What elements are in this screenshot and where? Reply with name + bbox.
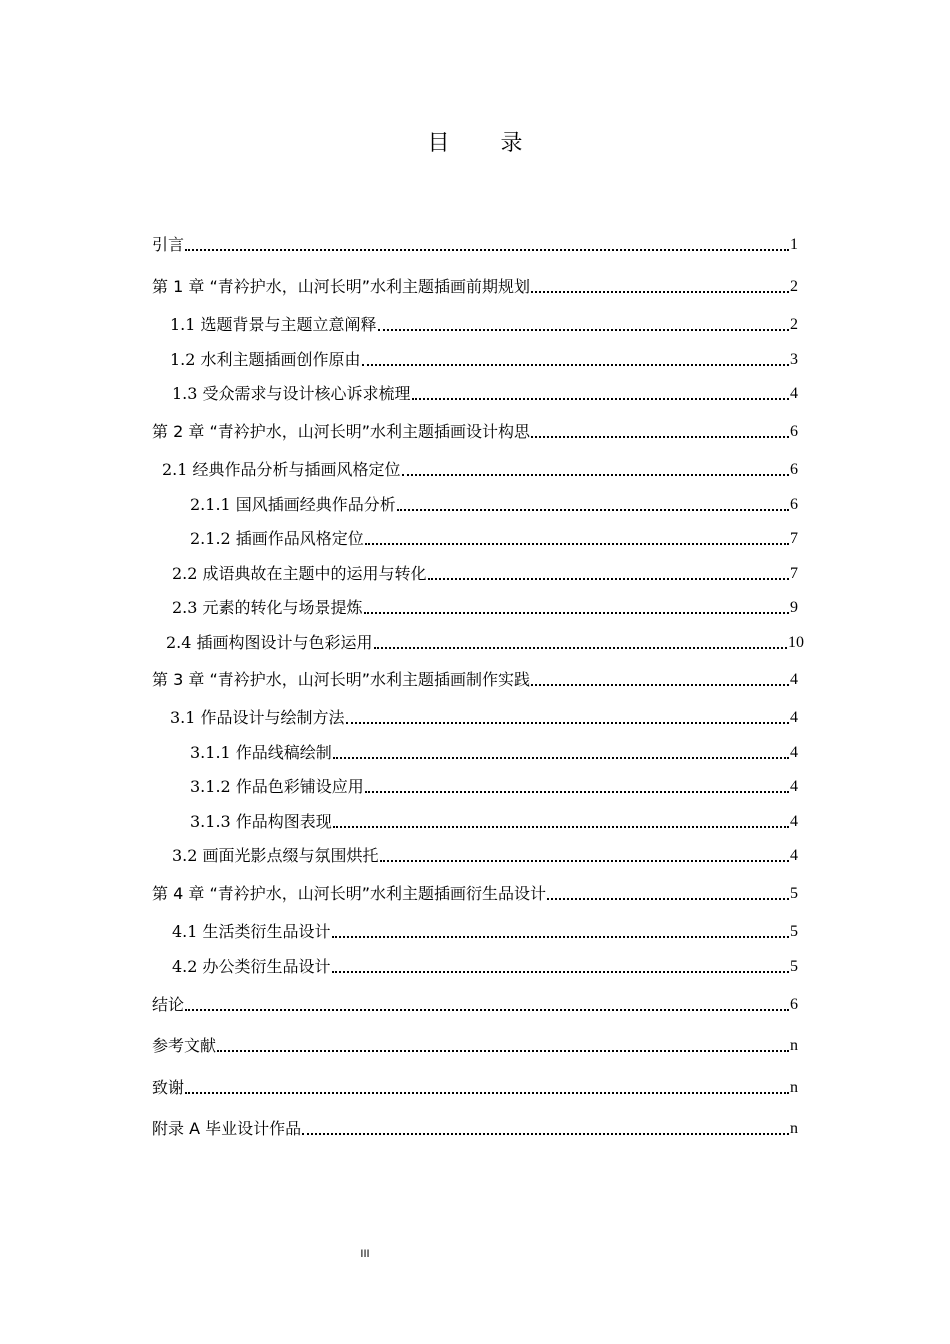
toc-entry-label: 4.1 生活类衍生品设计 (172, 922, 331, 941)
toc-entry-section-2-3[interactable] (172, 593, 798, 619)
dot-leader (217, 1034, 789, 1052)
toc-entry-section-1-3[interactable] (172, 379, 798, 405)
toc-entry-section-4-1[interactable] (172, 917, 798, 943)
toc-entry-appendix-a[interactable] (152, 1114, 798, 1140)
toc-entry-label: 3.1.1 作品线稿绘制 (190, 743, 332, 762)
dot-leader (362, 348, 789, 366)
toc-entry-label: 致谢 (152, 1078, 185, 1097)
dot-leader (531, 420, 789, 438)
toc-entry-page: 7 (790, 530, 798, 547)
toc-entry-page: 2 (790, 278, 798, 295)
toc-entry-label: 3.1.3 作品构图表现 (190, 812, 332, 831)
toc-entry-label: 附录 A 毕业设计作品 (152, 1119, 302, 1138)
toc-entry-label: 第 3 章 “青衿护水，山河长明”水利主题插画制作实践 (152, 670, 531, 689)
toc-entry-chapter-2[interactable] (152, 417, 798, 443)
dot-leader (365, 775, 789, 793)
dot-leader (302, 1117, 789, 1135)
toc-entry-page: 9 (790, 599, 798, 616)
toc-entry-conclusion[interactable] (152, 990, 798, 1016)
toc-entry-label: 1.2 水利主题插画创作原由 (170, 350, 361, 369)
toc-entry-page: 6 (790, 996, 798, 1013)
toc-entry-section-3-1[interactable] (170, 703, 798, 729)
toc-entry-page: 4 (790, 847, 798, 864)
dot-leader (332, 920, 789, 938)
toc-entry-label: 4.2 办公类衍生品设计 (172, 957, 331, 976)
toc-entry-page: 5 (790, 885, 798, 902)
toc-entry-page: 7 (790, 565, 798, 582)
toc-entry-page: 5 (790, 958, 798, 975)
toc-entry-label: 2.3 元素的转化与场景提炼 (172, 598, 363, 617)
dot-leader (185, 1076, 789, 1094)
toc-entry-chapter-1[interactable] (152, 272, 798, 298)
toc-entry-chapter-3[interactable] (152, 665, 798, 691)
toc-entry-label: 第 2 章 “青衿护水，山河长明”水利主题插画设计构思 (152, 422, 531, 441)
toc-entry-label: 第 4 章 “青衿护水，山河长明”水利主题插画衍生品设计 (152, 884, 547, 903)
toc-entry-label: 第 1 章 “青衿护水，山河长明”水利主题插画前期规划 (152, 277, 531, 296)
toc-entry-chapter-4[interactable] (152, 879, 798, 905)
toc-entry-section-1-1[interactable] (170, 310, 798, 336)
toc-entry-page: 3 (790, 351, 798, 368)
toc-entry-page: 4 (790, 813, 798, 830)
toc-entry-label: 引言 (152, 235, 185, 254)
toc-entry-references[interactable] (152, 1031, 798, 1057)
toc-entry-acknowledgements[interactable] (152, 1073, 798, 1099)
toc-entry-introduction[interactable] (152, 230, 798, 256)
toc-entry-section-2-4[interactable] (166, 628, 804, 654)
dot-leader (380, 844, 789, 862)
toc-entry-page: 4 (790, 709, 798, 726)
toc-entry-page: 1 (790, 236, 798, 253)
toc-entry-label: 2.1 经典作品分析与插画风格定位 (162, 460, 401, 479)
toc-entry-page: 5 (790, 923, 798, 940)
dot-leader (531, 668, 789, 686)
toc-entry-section-3-1-3[interactable] (190, 807, 798, 833)
dot-leader (346, 706, 789, 724)
toc-entry-section-3-2[interactable] (172, 841, 798, 867)
dot-leader (364, 596, 789, 614)
toc-entry-section-2-1[interactable] (162, 455, 798, 481)
toc-entry-section-2-2[interactable] (172, 559, 798, 585)
toc-entry-label: 3.1 作品设计与绘制方法 (170, 708, 345, 727)
toc-entry-label: 2.1.1 国风插画经典作品分析 (190, 495, 396, 514)
toc-entry-section-1-2[interactable] (170, 345, 798, 371)
toc-entry-page: n (790, 1120, 798, 1137)
dot-leader (402, 458, 789, 476)
toc-entry-label: 1.1 选题背景与主题立意阐释 (170, 315, 377, 334)
toc-entry-section-2-1-2[interactable] (190, 524, 798, 550)
dot-leader (412, 382, 789, 400)
dot-leader (185, 993, 789, 1011)
toc-entry-page: 2 (790, 316, 798, 333)
dot-leader (185, 233, 789, 251)
toc-entry-label: 3.2 画面光影点缀与氛围烘托 (172, 846, 379, 865)
toc-entry-page: 4 (790, 671, 798, 688)
dot-leader (332, 955, 789, 973)
toc-entry-section-3-1-1[interactable] (190, 738, 798, 764)
toc-entry-page: 10 (788, 634, 804, 651)
dot-leader (333, 741, 789, 759)
dot-leader (397, 493, 789, 511)
toc-entry-page: 4 (790, 778, 798, 795)
dot-leader (531, 275, 789, 293)
toc-entry-section-3-1-2[interactable] (190, 772, 798, 798)
dot-leader (365, 527, 789, 545)
page-title: 目 录 (427, 131, 545, 156)
dot-leader (333, 810, 789, 828)
dot-leader (378, 313, 789, 331)
toc-entry-section-4-2[interactable] (172, 952, 798, 978)
toc-entry-label: 3.1.2 作品色彩铺设应用 (190, 777, 364, 796)
toc-entry-page: 4 (790, 744, 798, 761)
dot-leader (374, 631, 787, 649)
toc-entry-page: n (790, 1079, 798, 1096)
dot-leader (547, 882, 789, 900)
toc-entry-page: n (790, 1037, 798, 1054)
toc-entry-label: 2.4 插画构图设计与色彩运用 (166, 633, 373, 652)
toc-entry-label: 结论 (152, 995, 185, 1014)
toc-entry-label: 2.1.2 插画作品风格定位 (190, 529, 364, 548)
toc-entry-page: 4 (790, 385, 798, 402)
toc-entry-section-2-1-1[interactable] (190, 490, 798, 516)
toc-entry-label: 2.2 成语典故在主题中的运用与转化 (172, 564, 427, 583)
footer-page-number: III (360, 1248, 370, 1260)
toc-entry-page: 6 (790, 496, 798, 513)
toc-entry-page: 6 (790, 423, 798, 440)
toc-entry-label: 1.3 受众需求与设计核心诉求梳理 (172, 384, 411, 403)
dot-leader (428, 562, 789, 580)
toc-entry-label: 参考文献 (152, 1036, 217, 1055)
toc-entry-page: 6 (790, 461, 798, 478)
